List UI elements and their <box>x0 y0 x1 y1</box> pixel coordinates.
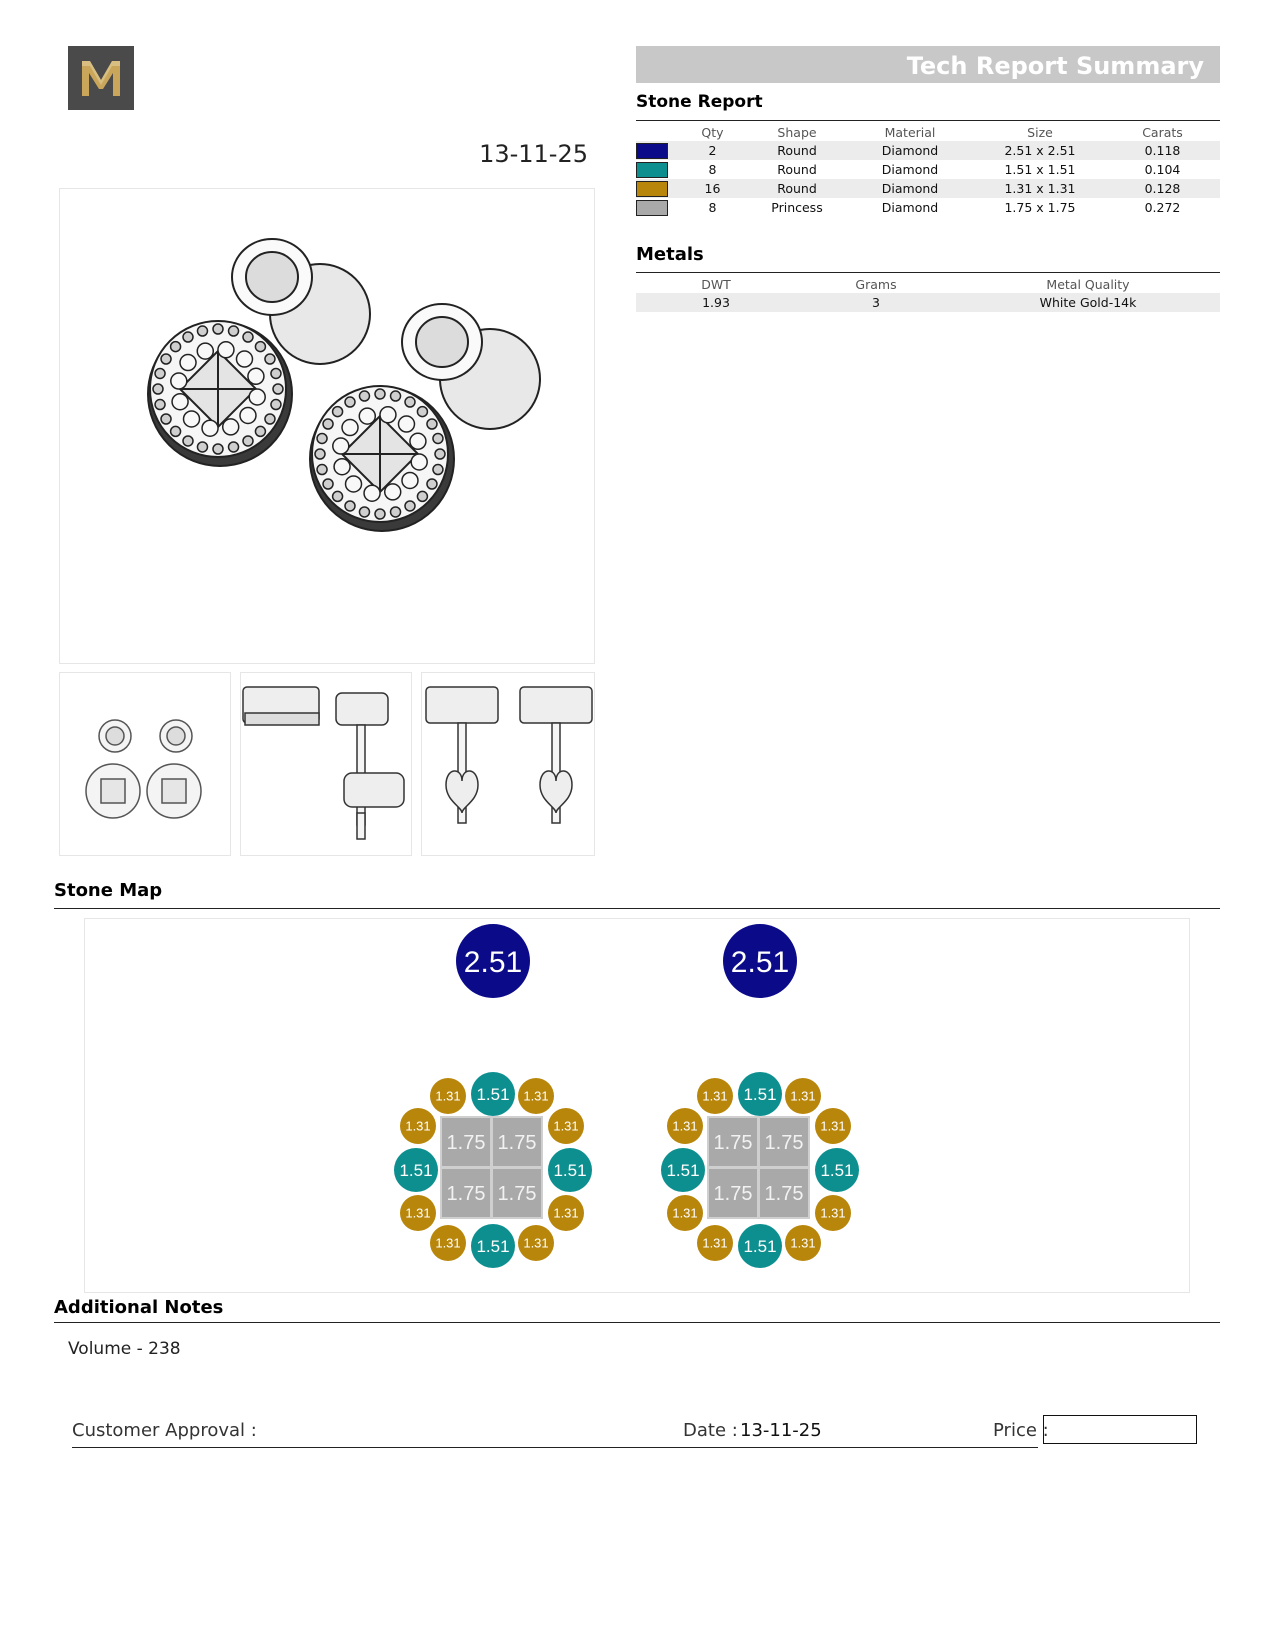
halo-stone <box>236 351 252 367</box>
side-view-illustration <box>241 673 411 855</box>
halo-large-stone-label: 1.51 <box>399 1161 433 1181</box>
carats-cell: 0.128 <box>1105 179 1220 198</box>
stone-map-rule <box>54 908 1220 909</box>
pave-bead <box>359 391 369 401</box>
halo-stone <box>202 420 218 436</box>
halo-small-stone-label: 1.31 <box>820 1205 846 1221</box>
back-view-illustration <box>422 673 594 855</box>
column-header-shape: Shape <box>777 124 817 140</box>
metal-quality-cell: White Gold-14k <box>956 293 1220 312</box>
column-header-size: Size <box>1027 124 1053 140</box>
table-row <box>636 141 1220 160</box>
halo-large-stone-label: 1.51 <box>820 1161 854 1181</box>
date-label: Date : <box>683 1420 738 1441</box>
tech-report-title: Tech Report Summary <box>906 52 1204 80</box>
pave-bead <box>433 465 443 475</box>
shape-cell: Round <box>749 141 845 160</box>
stone-report-title: Stone Report <box>636 92 763 112</box>
halo-large-stone-label: 1.51 <box>743 1085 777 1105</box>
metals-header-row <box>636 275 1220 293</box>
halo-small-stone-label: 1.31 <box>702 1235 728 1251</box>
princess-stone-label: 1.75 <box>497 1132 537 1154</box>
pave-bead <box>405 397 415 407</box>
notes-text: Volume - 238 <box>68 1339 181 1359</box>
halo-stone <box>411 454 427 470</box>
stone-report-header-row <box>636 123 1220 141</box>
carats-cell: 0.104 <box>1144 162 1181 177</box>
pave-bead <box>197 326 207 336</box>
stone-map-diagram <box>85 919 1189 1292</box>
halo-small-stone-label: 1.31 <box>405 1118 431 1134</box>
metals-table <box>636 275 1220 312</box>
halo-large-stone-label: 1.51 <box>476 1085 510 1105</box>
halo-stone <box>359 408 375 424</box>
table-row <box>636 198 1220 217</box>
pave-bead <box>359 507 369 517</box>
halo-small-stone-label: 1.31 <box>435 1088 461 1104</box>
pave-bead <box>255 426 265 436</box>
princess-stone-label: 1.75 <box>497 1183 537 1205</box>
pave-bead <box>161 414 171 424</box>
shape-cell: Round <box>777 162 817 177</box>
tech-report-banner <box>636 46 1220 83</box>
main-render-image <box>59 188 595 664</box>
approval-date-value: 13-11-25 <box>740 1420 822 1441</box>
price-label: Price : <box>993 1420 1049 1441</box>
halo-small-stone-label: 1.31 <box>523 1235 549 1251</box>
column-header-metal-quality: Metal Quality <box>1046 276 1130 292</box>
stone-map-title: Stone Map <box>54 880 163 901</box>
pave-bead <box>161 354 171 364</box>
material-cell: Diamond <box>845 179 975 198</box>
halo-stone <box>410 433 426 449</box>
column-header-grams: Grams <box>855 276 897 292</box>
pave-bead <box>273 384 283 394</box>
pave-bead <box>213 444 223 454</box>
pave-bead <box>375 509 385 519</box>
pave-bead <box>197 442 207 452</box>
pave-bead <box>417 407 427 417</box>
halo-stone <box>197 343 213 359</box>
column-header-material: Material <box>884 124 936 140</box>
pave-bead <box>391 507 401 517</box>
table-row <box>636 179 1220 198</box>
front-view-illustration <box>60 673 230 855</box>
qty-cell: 8 <box>708 162 717 177</box>
princess-stone-label: 1.75 <box>446 1183 486 1205</box>
halo-small-stone-label: 1.31 <box>790 1088 816 1104</box>
pave-bead <box>345 397 355 407</box>
column-header-carats: Carats <box>1142 124 1183 140</box>
size-cell: 1.75 x 1.75 <box>1004 200 1076 215</box>
qty-cell: 8 <box>708 200 717 215</box>
thumbnail-front-view[interactable] <box>59 672 231 856</box>
pave-bead <box>213 324 223 334</box>
pave-bead <box>333 491 343 501</box>
halo-large-stone-label: 1.51 <box>553 1161 587 1181</box>
halo-small-stone-label: 1.31 <box>672 1205 698 1221</box>
halo-stone <box>402 472 418 488</box>
carats-cell: 0.118 <box>1105 141 1220 160</box>
pave-bead <box>243 332 253 342</box>
report-date: 13-11-25 <box>479 140 588 168</box>
pave-bead <box>375 389 385 399</box>
grams-cell: 3 <box>796 293 956 312</box>
additional-notes-title: Additional Notes <box>54 1297 224 1318</box>
halo-large-stone-label: 1.51 <box>743 1237 777 1257</box>
shape-cell: Round <box>749 179 845 198</box>
halo-stone <box>380 407 396 423</box>
swatch-column-header <box>636 123 676 141</box>
halo-stone <box>223 419 239 435</box>
shape-cell: Princess <box>771 200 823 215</box>
thumbnail-back-view[interactable] <box>421 672 595 856</box>
pave-bead <box>427 479 437 489</box>
pave-bead <box>345 501 355 511</box>
halo-stone <box>364 485 380 501</box>
pave-bead <box>315 449 325 459</box>
stone-color-swatch <box>636 162 668 178</box>
halo-stone <box>218 342 234 358</box>
halo-small-stone-label: 1.31 <box>405 1205 431 1221</box>
pave-bead <box>183 332 193 342</box>
metals-title: Metals <box>636 244 704 265</box>
pave-bead <box>435 449 445 459</box>
dwt-cell: 1.93 <box>636 293 796 312</box>
halo-stone <box>249 389 265 405</box>
pave-bead <box>153 384 163 394</box>
pave-bead <box>183 436 193 446</box>
pave-bead <box>333 407 343 417</box>
pave-bead <box>171 426 181 436</box>
table-row <box>636 160 1220 179</box>
pave-bead <box>405 501 415 511</box>
halo-stone <box>172 394 188 410</box>
pave-bead <box>171 342 181 352</box>
price-input-box[interactable] <box>1043 1415 1197 1444</box>
stone-report-table <box>636 123 1220 217</box>
pave-bead <box>323 479 333 489</box>
metals-rule <box>636 272 1220 273</box>
halo-small-stone-label: 1.31 <box>672 1118 698 1134</box>
princess-stone-label: 1.75 <box>713 1183 753 1205</box>
qty-cell: 2 <box>676 141 749 160</box>
halo-stone <box>180 355 196 371</box>
pave-bead <box>155 368 165 378</box>
halo-stone <box>184 411 200 427</box>
halo-small-stone-label: 1.31 <box>702 1088 728 1104</box>
halo-stone <box>385 484 401 500</box>
pave-bead <box>265 414 275 424</box>
pave-bead <box>317 433 327 443</box>
stone-color-swatch <box>636 143 668 159</box>
halo-stone <box>342 420 358 436</box>
center-stone-label: 2.51 <box>730 945 790 979</box>
qty-cell: 16 <box>676 179 749 198</box>
princess-stone-label: 1.75 <box>764 1183 804 1205</box>
halo-stone <box>333 438 349 454</box>
halo-small-stone-label: 1.31 <box>553 1118 579 1134</box>
stone-report-rule <box>636 120 1220 121</box>
pave-bead <box>433 433 443 443</box>
additional-notes-rule <box>54 1322 1220 1323</box>
pave-bead <box>255 342 265 352</box>
stone-color-swatch <box>636 200 668 216</box>
halo-large-stone-label: 1.51 <box>666 1161 700 1181</box>
stone-color-swatch <box>636 181 668 197</box>
halo-small-stone-label: 1.31 <box>553 1205 579 1221</box>
center-stone-label: 2.51 <box>463 945 523 979</box>
princess-stone-label: 1.75 <box>446 1132 486 1154</box>
halo-large-stone-label: 1.51 <box>476 1237 510 1257</box>
halo-stone <box>248 368 264 384</box>
pave-bead <box>323 419 333 429</box>
pave-bead <box>243 436 253 446</box>
pave-bead <box>265 354 275 364</box>
pave-bead <box>417 491 427 501</box>
pave-bead <box>271 368 281 378</box>
halo-small-stone-label: 1.31 <box>523 1088 549 1104</box>
thumbnail-side-view[interactable] <box>240 672 412 856</box>
princess-stone-label: 1.75 <box>713 1132 753 1154</box>
halo-stone <box>171 373 187 389</box>
princess-stone-label: 1.75 <box>764 1132 804 1154</box>
approval-signature-line <box>72 1447 1038 1448</box>
material-cell: Diamond <box>845 141 975 160</box>
stone-map-panel <box>84 918 1190 1293</box>
earrings-render-illustration <box>60 189 594 663</box>
halo-small-stone-label: 1.31 <box>435 1235 461 1251</box>
customer-approval-label: Customer Approval : <box>72 1420 257 1441</box>
pave-bead <box>229 442 239 452</box>
column-header-qty: Qty <box>701 124 724 140</box>
pave-bead <box>271 400 281 410</box>
size-cell: 2.51 x 2.51 <box>975 141 1105 160</box>
pave-bead <box>317 465 327 475</box>
halo-stone <box>346 476 362 492</box>
size-cell: 1.31 x 1.31 <box>975 179 1105 198</box>
carats-cell: 0.272 <box>1144 200 1181 215</box>
halo-small-stone-label: 1.31 <box>820 1118 846 1134</box>
pave-bead <box>391 391 401 401</box>
pave-bead <box>427 419 437 429</box>
halo-stone <box>334 459 350 475</box>
column-header-dwt: DWT <box>701 276 731 292</box>
material-cell: Diamond <box>881 200 939 215</box>
table-row <box>636 293 1220 312</box>
halo-stone <box>240 407 256 423</box>
size-cell: 1.51 x 1.51 <box>1004 162 1076 177</box>
halo-small-stone-label: 1.31 <box>790 1235 816 1251</box>
pave-bead <box>155 400 165 410</box>
pave-bead <box>229 326 239 336</box>
halo-stone <box>398 416 414 432</box>
company-logo <box>68 46 134 110</box>
material-cell: Diamond <box>881 162 939 177</box>
